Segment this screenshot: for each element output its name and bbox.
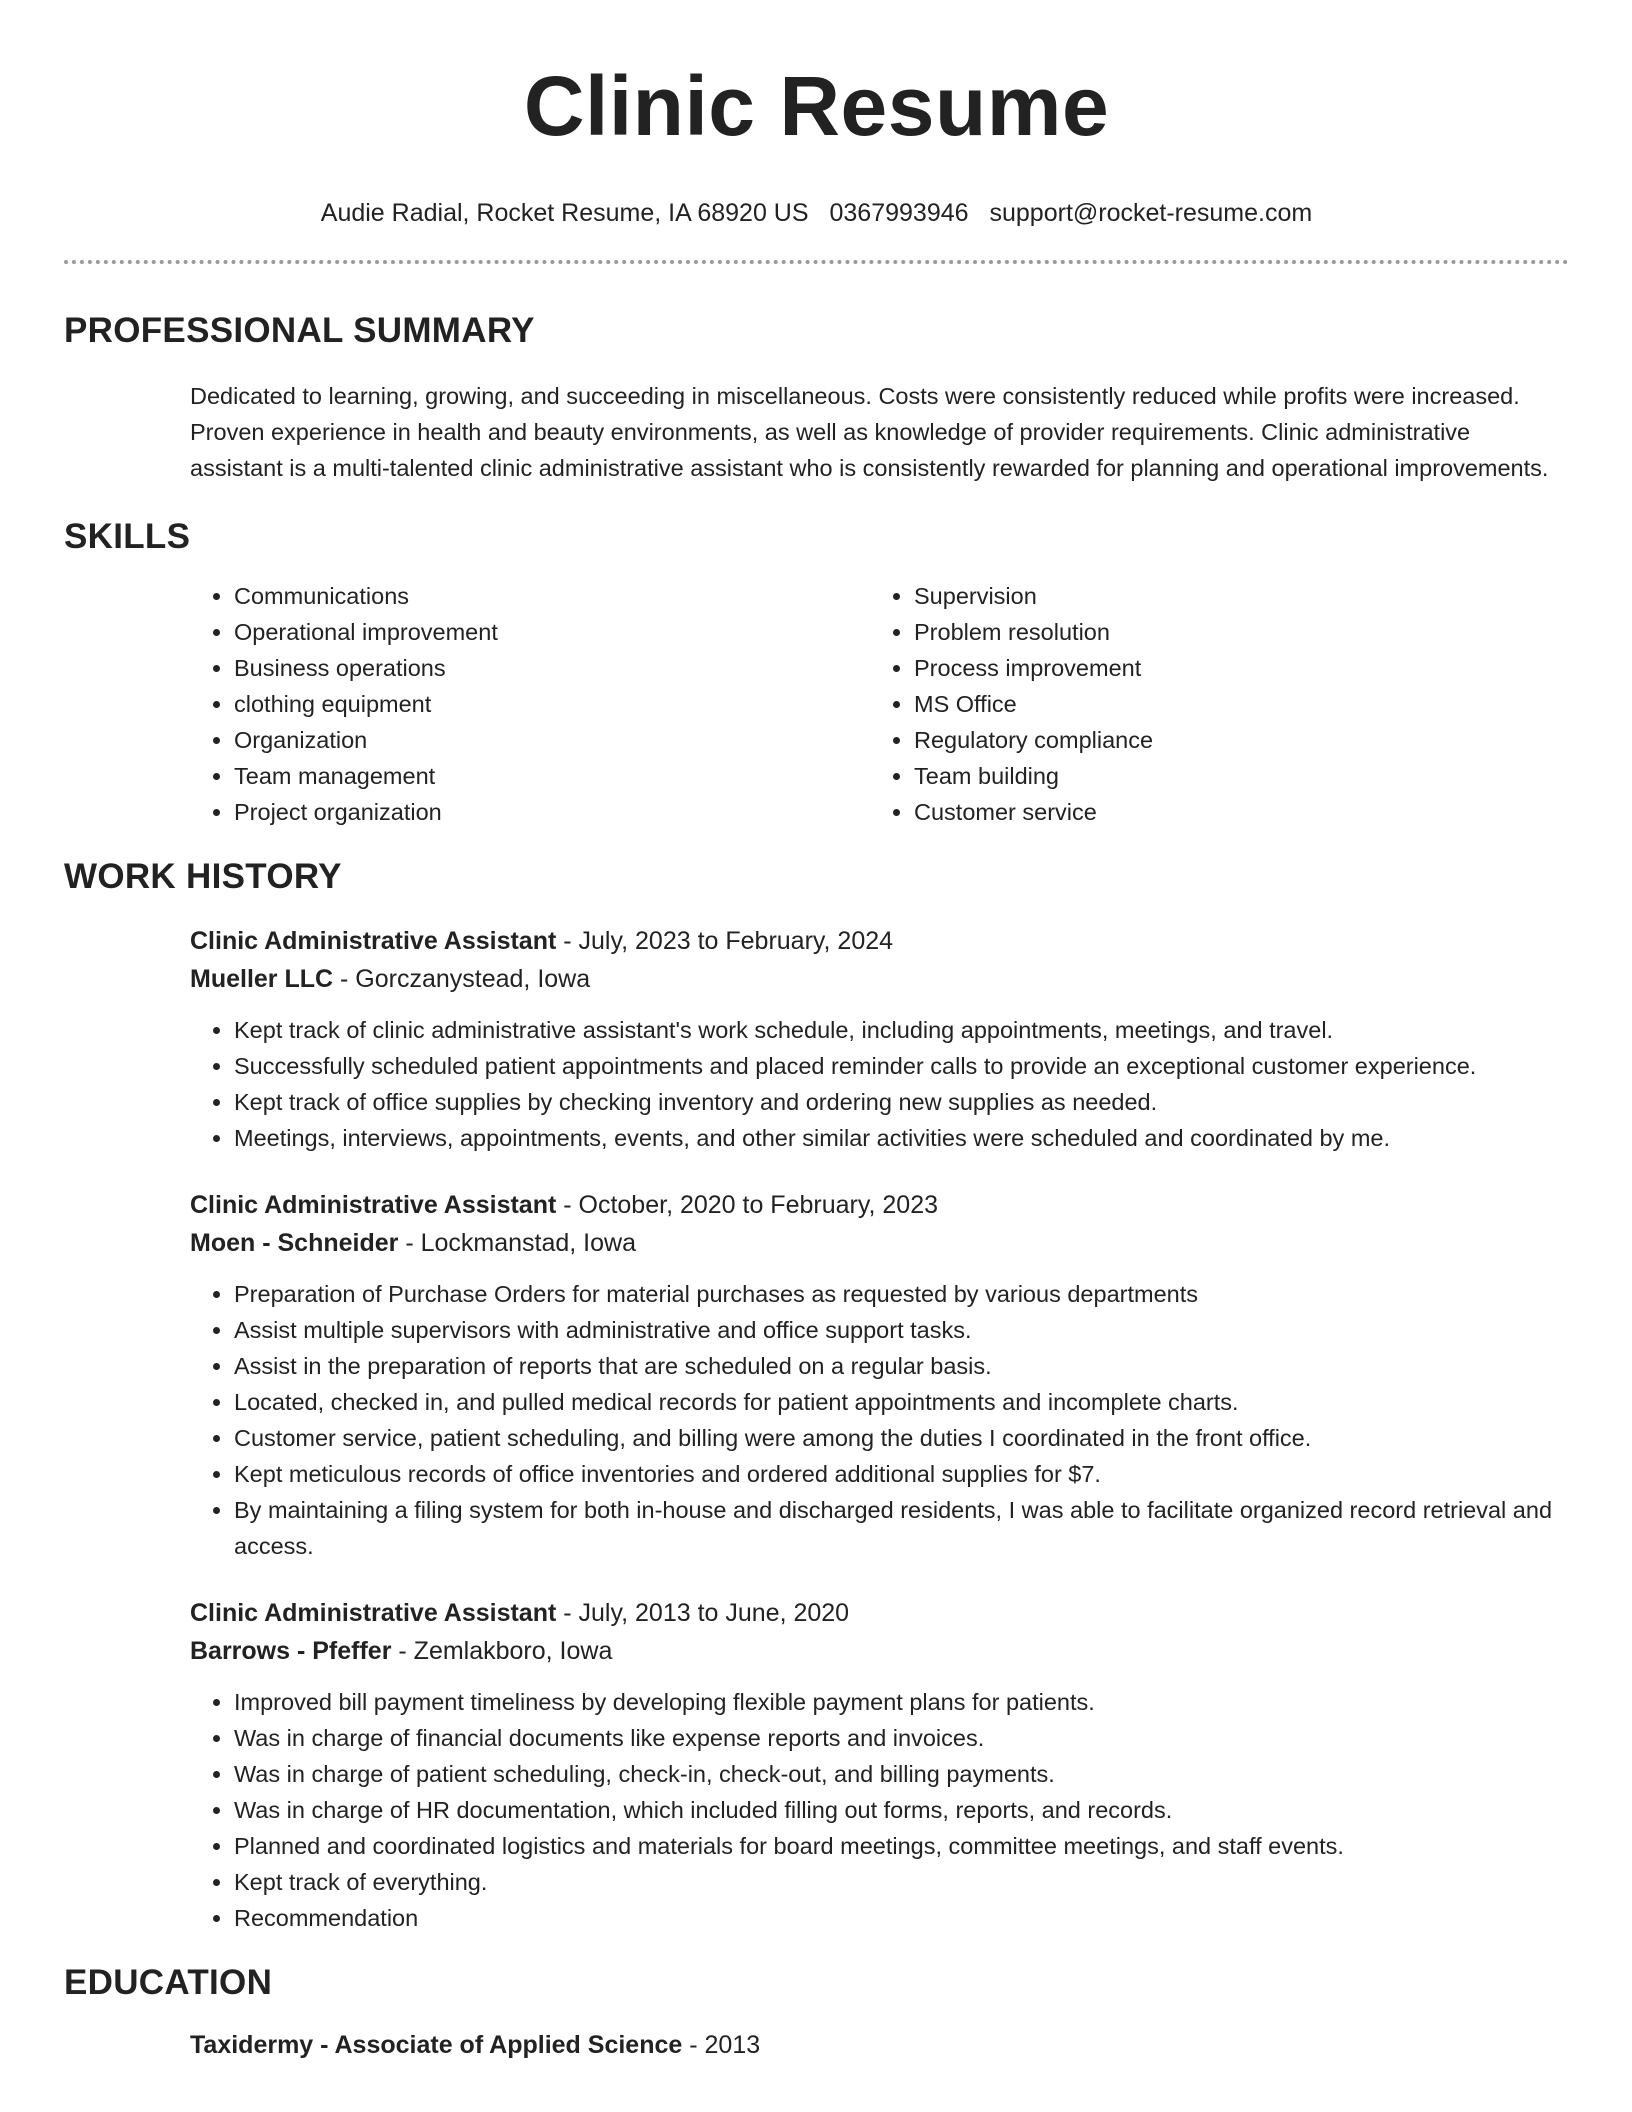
contact-address: Audie Radial, Rocket Resume, IA 68920 US <box>320 199 809 227</box>
job-bullet: • By maintaining a filing system for both in-house and discharged residents, I was able to facilitate organized record retrieval and access. <box>234 1492 1569 1564</box>
job-company: Mueller LLC <box>190 965 334 993</box>
job-company-line <box>190 960 1569 998</box>
skill-item: • Team building <box>914 758 1550 794</box>
resume-page <box>64 0 1569 2064</box>
job-bullet: • Kept track of everything. <box>234 1864 1569 1900</box>
job-bullet: • Kept meticulous records of office inventories and ordered additional supplies for $7. <box>234 1456 1569 1492</box>
job-bullet: • Kept track of clinic administrative assistant's work schedule, including appointments, meetings, and travel. <box>234 1012 1569 1048</box>
header-divider <box>64 260 1569 264</box>
job-bullet: • Located, checked in, and pulled medical records for patient appointments and incomplete charts. <box>234 1384 1569 1420</box>
skill-item: • Communications <box>234 578 870 614</box>
job-title-line <box>190 1594 1569 1632</box>
skills-heading: SKILLS <box>64 517 191 556</box>
job-title: Clinic Administrative Assistant <box>190 1191 557 1219</box>
summary-text: Dedicated to learning, growing, and succeeding in miscellaneous. Costs were consistently reduced while profits were increased. Proven experience in health and beauty environments, as well as knowledge of provider requirements. Clinic administrative assistant is a multi-talented clinic administrative assistant who is consistently rewarded for planning and operational improvements. <box>190 383 1549 481</box>
education-entry <box>64 2026 1569 2064</box>
job-company: Barrows - Pfeffer <box>190 1637 392 1665</box>
job-bullet: • Was in charge of patient scheduling, check-in, check-out, and billing payments. <box>234 1756 1569 1792</box>
job-dates: - October, 2020 to February, 2023 <box>556 1191 938 1219</box>
job-location: - Gorczanystead, Iowa <box>333 965 591 993</box>
education-degree: Taxidermy - Associate of Applied Science <box>190 2031 683 2059</box>
job-bullet: • Was in charge of financial documents like expense reports and invoices. <box>234 1720 1569 1756</box>
contact-email: support@rocket-resume.com <box>989 199 1313 227</box>
skill-item: • Team management <box>234 758 870 794</box>
job-location: - Lockmanstad, Iowa <box>398 1229 636 1257</box>
job-bullet: • Customer service, patient scheduling, and billing were among the duties I coordinated in the front office. <box>234 1420 1569 1456</box>
job-title: Clinic Administrative Assistant <box>190 1599 557 1627</box>
education-heading: EDUCATION <box>64 1963 273 2002</box>
skill-item: • Business operations <box>234 650 870 686</box>
job-bullet: • Recommendation <box>234 1900 1569 1936</box>
job-company: Moen - Schneider <box>190 1229 399 1257</box>
skill-item: • Regulatory compliance <box>914 722 1550 758</box>
skills-right-column <box>870 578 1550 830</box>
summary-heading: PROFESSIONAL SUMMARY <box>64 311 535 350</box>
job-bullet: • Assist multiple supervisors with administrative and office support tasks. <box>234 1312 1569 1348</box>
work-heading: WORK HISTORY <box>64 857 342 896</box>
job-bullet: • Successfully scheduled patient appointments and placed reminder calls to provide an exceptional customer experience. <box>234 1048 1569 1084</box>
job-title-line <box>190 922 1569 960</box>
job-dates: - July, 2013 to June, 2020 <box>556 1599 850 1627</box>
education-line <box>190 2026 1569 2064</box>
education-year: - 2013 <box>682 2031 761 2059</box>
skill-item: • Problem resolution <box>914 614 1550 650</box>
job-bullet: • Improved bill payment timeliness by developing flexible payment plans for patients. <box>234 1684 1569 1720</box>
job-bullets <box>190 1276 1569 1564</box>
job-title-line <box>190 1186 1569 1224</box>
job-bullets <box>190 1012 1569 1156</box>
skills-right-list <box>870 578 1550 830</box>
job-location: - Zemlakboro, Iowa <box>391 1637 613 1665</box>
skill-item: • Supervision <box>914 578 1550 614</box>
skills-left-column <box>190 578 870 830</box>
skill-item: • Operational improvement <box>234 614 870 650</box>
skill-item: • MS Office <box>914 686 1550 722</box>
job-company-line <box>190 1632 1569 1670</box>
job-bullet: • Was in charge of HR documentation, which included filling out forms, reports, and records. <box>234 1792 1569 1828</box>
skills-left-list <box>190 578 870 830</box>
summary-section <box>64 378 1569 486</box>
skill-item: • Process improvement <box>914 650 1550 686</box>
skill-item: • clothing equipment <box>234 686 870 722</box>
skill-item: • Organization <box>234 722 870 758</box>
job-company-line <box>190 1224 1569 1262</box>
job-bullet: • Kept track of office supplies by checking inventory and ordering new supplies as needed. <box>234 1084 1569 1120</box>
job-dates: - July, 2023 to February, 2024 <box>556 927 894 955</box>
contact-phone: 0367993946 <box>829 199 969 227</box>
job-bullet: • Meetings, interviews, appointments, events, and other similar activities were scheduled and coordinated by me. <box>234 1120 1569 1156</box>
job-entry <box>64 1594 1569 1936</box>
job-entry <box>64 1186 1569 1564</box>
job-title: Clinic Administrative Assistant <box>190 927 557 955</box>
skills-section <box>64 578 1569 830</box>
job-bullet: • Assist in the preparation of reports that are scheduled on a regular basis. <box>234 1348 1569 1384</box>
resume-title: Clinic Resume <box>523 59 1110 153</box>
job-bullets <box>190 1684 1569 1936</box>
skill-item: • Customer service <box>914 794 1550 830</box>
job-bullet: • Planned and coordinated logistics and materials for board meetings, committee meetings, and staff events. <box>234 1828 1569 1864</box>
job-entry <box>64 922 1569 1156</box>
contact-line <box>64 198 1569 228</box>
skill-item: • Project organization <box>234 794 870 830</box>
job-bullet: • Preparation of Purchase Orders for material purchases as requested by various departments <box>234 1276 1569 1312</box>
